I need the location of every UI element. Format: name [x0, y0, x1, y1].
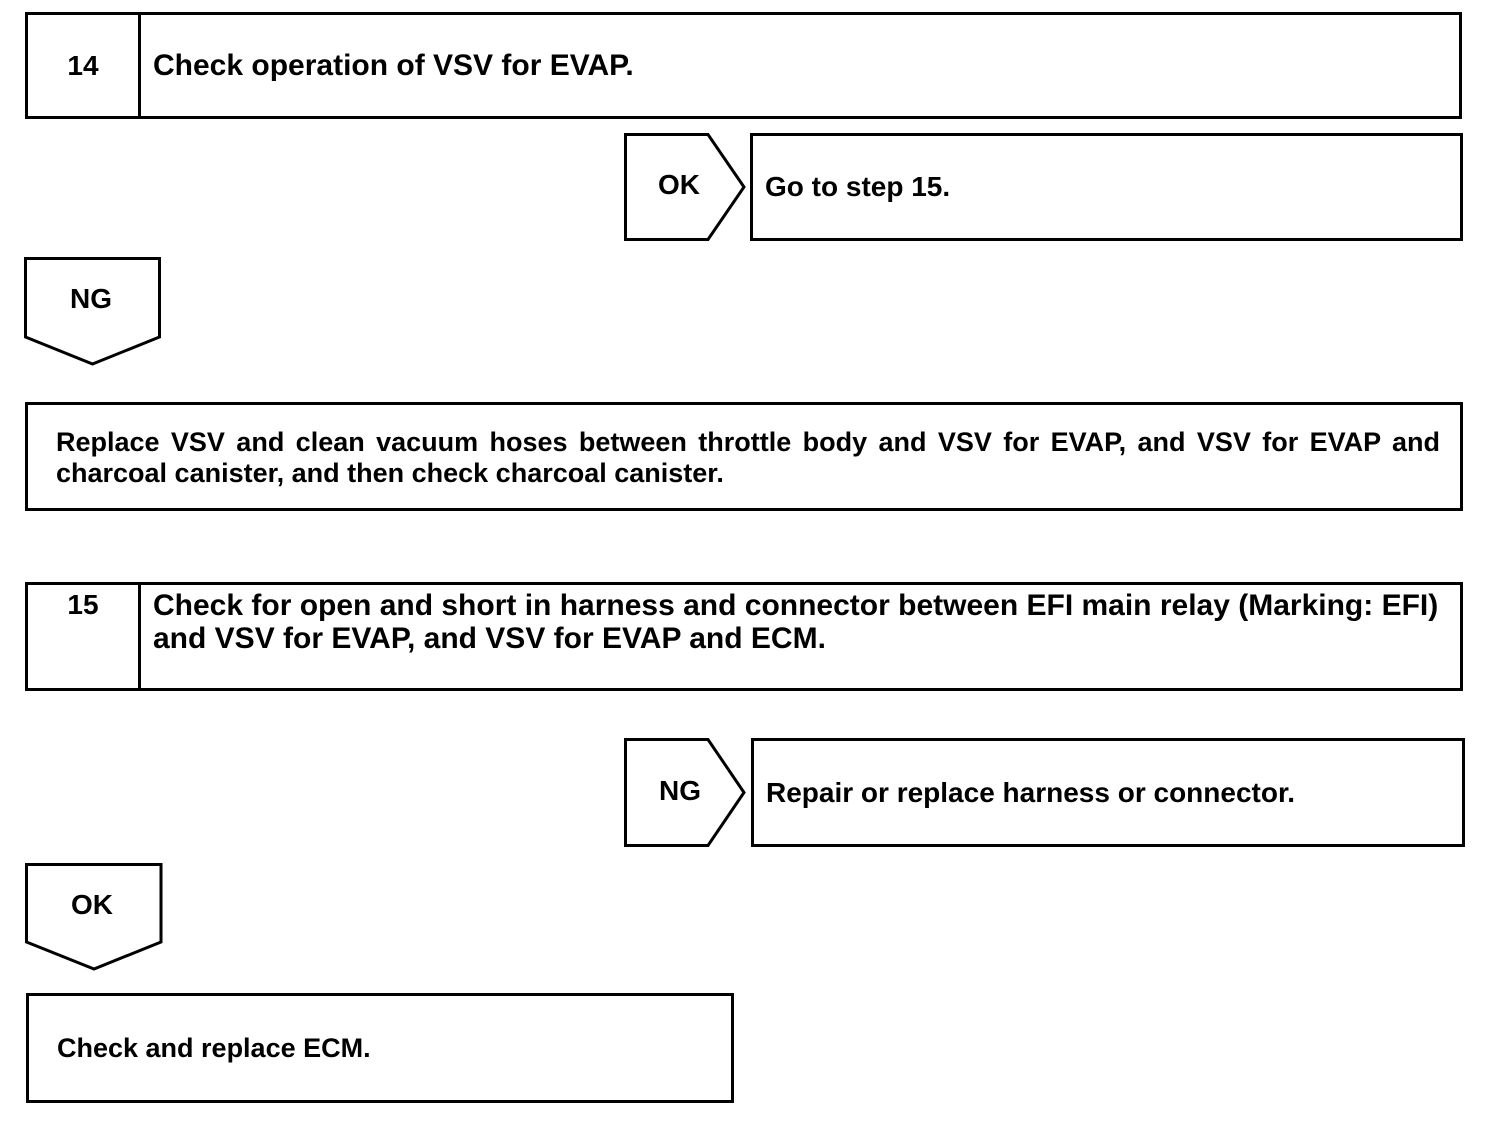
step-14-ok-result: Go to step 15.: [750, 133, 1463, 241]
step-15-ng-label: NG: [659, 775, 701, 806]
step-14-title: Check operation of VSV for EVAP.: [153, 49, 634, 82]
step-14-ng-label: NG: [70, 283, 112, 314]
step-15-ok-arrow: [25, 863, 163, 972]
step-14-ng-action: Replace VSV and clean vacuum hoses between throttle body and VSV for EVAP, and VSV for EVAP and charcoal canister, and then check charcoal canister.: [25, 402, 1463, 511]
step-15-ng-arrow: [624, 738, 746, 847]
step-14-ok-arrow: [624, 133, 746, 241]
step-15-ok-action: Check and replace ECM.: [26, 993, 734, 1103]
step-14-ok-label: OK: [658, 169, 700, 200]
step-15-title: Check for open and short in harness and connector between EFI main relay (Marking: EFI) and VSV for EVAP, and VSV for EVAP and ECM.: [153, 589, 1439, 655]
step-14-box: [25, 12, 1462, 119]
step-15-box: [25, 582, 1463, 691]
step-14-ng-arrow: [24, 257, 162, 367]
step-14-number: 14: [28, 15, 141, 116]
step-15-ok-label: OK: [71, 889, 113, 920]
step-15-number: 15: [28, 585, 141, 688]
step-15-ng-result: Repair or replace harness or connector.: [751, 738, 1465, 847]
